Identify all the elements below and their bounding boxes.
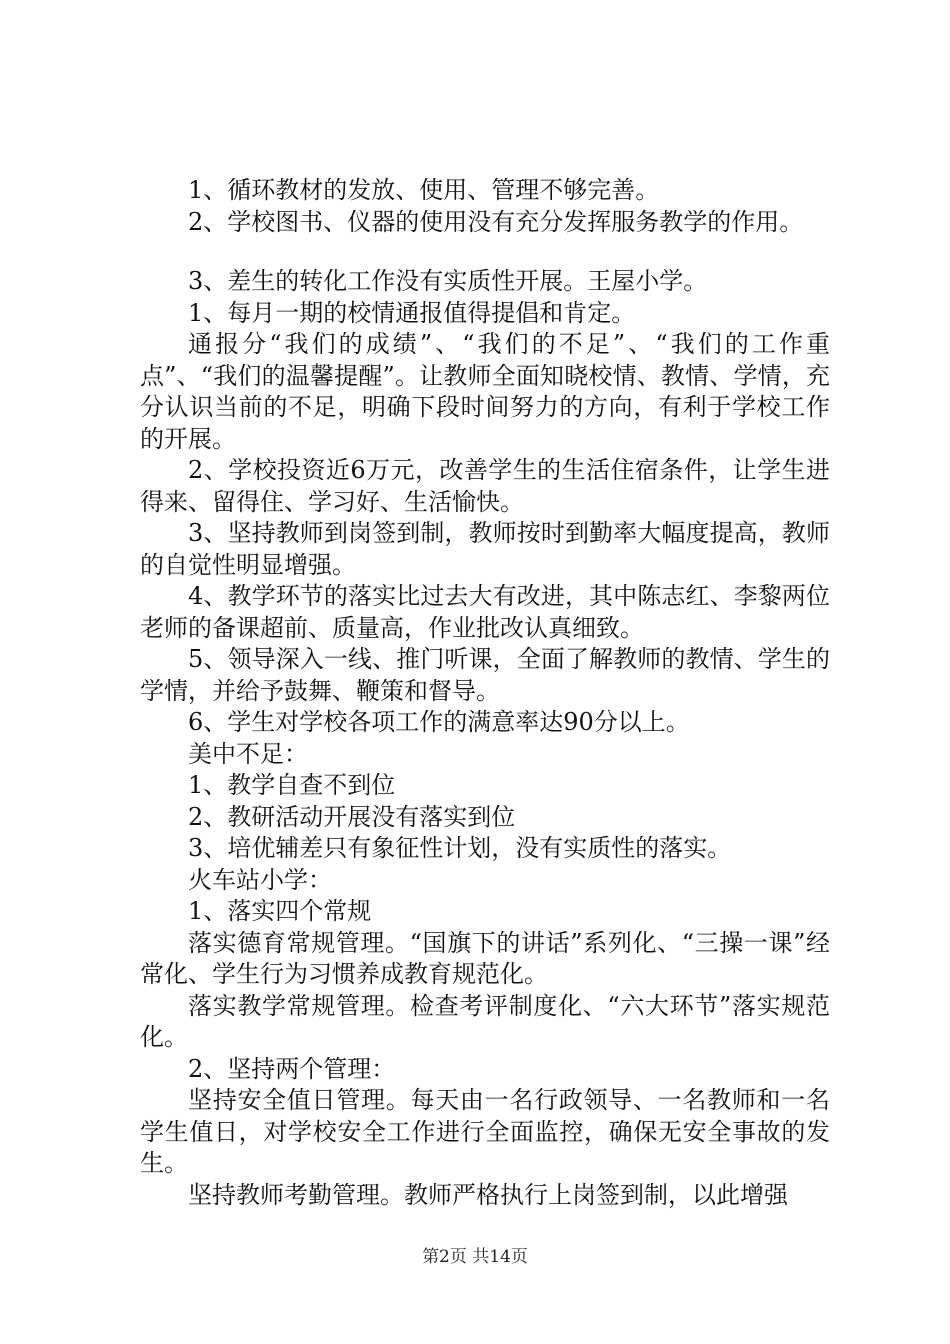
paragraph: 5、领导深入一线、推门听课，全面了解教师的教情、学生的学情，并给予鼓舞、鞭策和督导。 [140, 645, 830, 705]
paragraph: 6、学生对学校各项工作的满意率达90分以上。 [188, 708, 690, 736]
paragraph: 坚持教师考勤管理。教师严格执行上岗签到制，以此增强 [188, 1180, 788, 1209]
section-heading: 美中不足： [188, 739, 308, 768]
paragraph: 2、学校投资近6万元，改善学生的生活住宿条件，让学生进得来、留得住、学习好、生活愉快。 [140, 456, 830, 516]
paragraph-gap [140, 238, 830, 266]
paragraph: 3、培优辅差只有象征性计划，没有实质性的落实。 [188, 834, 732, 862]
paragraph: 1、每月一期的校情通报值得提倡和肯定。 [188, 298, 636, 327]
document-body [140, 175, 830, 1211]
paragraph: 4、教学环节的落实比过去大有改进，其中陈志红、李黎两位老师的备课超前、质量高，作业批改认真细致。 [140, 582, 830, 642]
section-heading: 火车站小学： [188, 865, 332, 894]
paragraph: 1、落实四个常规 [188, 897, 372, 925]
paragraph: 通报分“我们的成绩”、“我们的不足”、“我们的工作重点”、“我们的温馨提醒”。让教师全面知晓校情、教情、学情，充分认识当前的不足，明确下段时间努力的方向，有利于学校工作的开展。 [140, 330, 830, 453]
paragraph: 2、学校图书、仪器的使用没有充分发挥服务教学的作用。 [188, 207, 804, 236]
paragraph: 1、教学自查不到位 [188, 771, 396, 799]
paragraph: 2、教研活动开展没有落实到位 [188, 802, 516, 831]
paragraph: 3、差生的转化工作没有实质性开展。王屋小学。 [188, 267, 708, 295]
paragraph: 2、坚持两个管理： [188, 1054, 396, 1083]
paragraph: 1、循环教材的发放、使用、管理不够完善。 [188, 176, 660, 204]
paragraph: 落实德育常规管理。“国旗下的讲话”系列化、“三操一课”经常化、学生行为习惯养成教育规范化。 [140, 928, 830, 988]
page-number-footer: 第2页 共14页 [422, 1247, 528, 1267]
paragraph: 3、坚持教师到岗签到制，教师按时到勤率大幅度提高，教师的自觉性明显增强。 [140, 519, 830, 579]
paragraph: 坚持安全值日管理。每天由一名行政领导、一名教师和一名学生值日，对学校安全工作进行全面监控，确保无安全事故的发生。 [140, 1086, 830, 1177]
paragraph: 落实教学常规管理。检查考评制度化、“六大环节”落实规范化。 [140, 991, 830, 1051]
